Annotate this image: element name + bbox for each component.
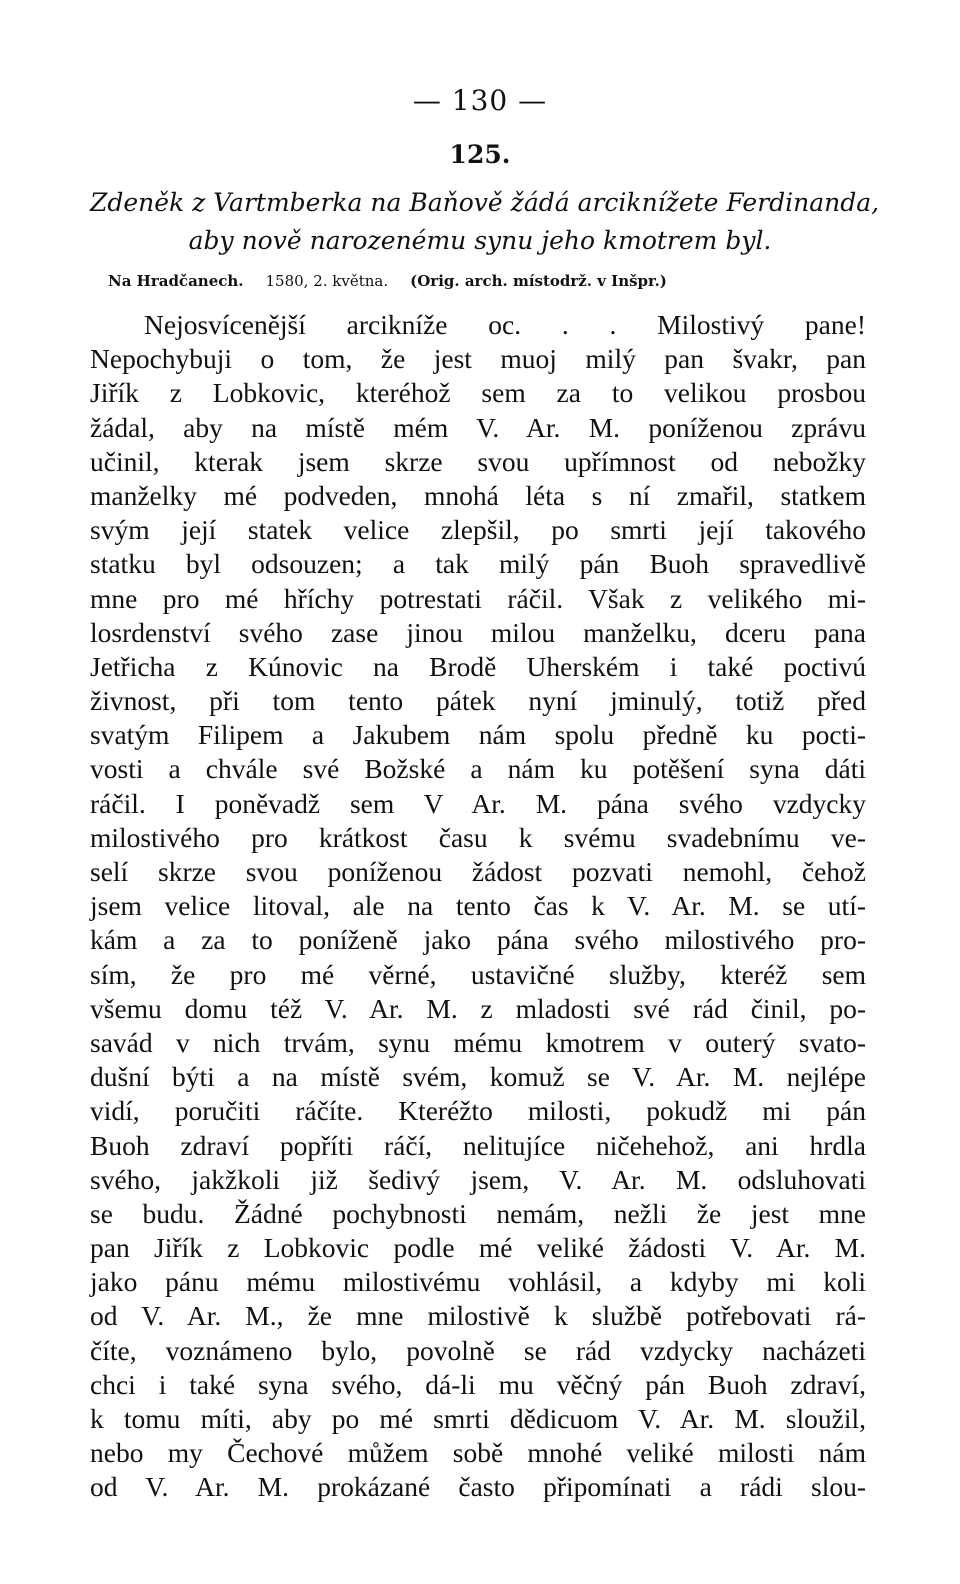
body-line: k tomu míti, aby po mé smrti dědicuom V. Ar. M. sloužil, <box>90 1403 866 1434</box>
body-line: učinil, kterak jsem skrze svou upřímnost od nebožky <box>90 445 866 477</box>
body-line: Nepochybuji o tom, že jest muoj milý pan švakr, pan <box>90 343 866 375</box>
body-line: savád v nich trvám, synu mému kmotrem v outerý svato- <box>90 1026 866 1058</box>
body-line: živnost, při tom tento pátek nyní jminulý, totiž před <box>90 685 866 717</box>
body-line: mne pro mé hříchy potrestati ráčil. Však z velikého mi- <box>90 582 866 614</box>
source-archive: (Orig. arch. místodrž. v Inšpr.) <box>410 272 667 290</box>
source-date: 1580, 2. května. <box>265 272 389 290</box>
document-title-line-2: aby nově narozenému synu jeho kmotrem byl. <box>188 226 772 255</box>
body-line: pan Jiřík z Lobkovic podle mé veliké žádosti V. Ar. M. <box>90 1232 866 1264</box>
body-line: všemu domu též V. Ar. M. z mladosti své rád činil, po- <box>90 992 866 1024</box>
body-line: selí skrze svou poníženou žádost pozvati nemohl, čehož <box>90 856 866 887</box>
document-title-line-1: Zdeněk z Vartmberka na Baňově žádá arciknížete Ferdinanda, <box>90 188 880 217</box>
body-line: vidí, poručiti ráčíte. Kteréžto milosti, pokudž mi pán <box>90 1095 866 1127</box>
body-line: svým její statek velice zlepšil, po smrti její takového <box>90 514 866 546</box>
body-line: žádal, aby na místě mém V. Ar. M. poníženou zprávu <box>90 411 866 443</box>
source-note <box>108 272 868 290</box>
body-line: od V. Ar. M., že mne milostivě k službě potřebovati rá- <box>90 1300 866 1332</box>
body-line: Nejosvícenější arcikníže oc. . . Milostivý pane! <box>144 309 866 340</box>
body-line: Jiřík z Lobkovic, kteréhož sem za to velikou prosbou <box>90 377 866 409</box>
body-line: jsem velice litoval, ale na tento čas k V. Ar. M. se utí- <box>90 890 866 922</box>
body-line: chci i také syna svého, dá-li mu věčný pán Buoh zdraví, <box>90 1368 866 1400</box>
letter-body <box>90 308 866 1505</box>
body-line: Buoh zdraví popříti ráčí, nelitujíce ničehehož, ani hrdla <box>90 1129 866 1161</box>
body-line: statku byl odsouzen; a tak milý pán Buoh spravedlivě <box>90 548 866 580</box>
body-line: sím, že pro mé věrné, ustavičné služby, kteréž sem <box>90 958 866 990</box>
page-number: — 130 — <box>412 84 548 117</box>
body-line: ráčil. I poněvadž sem V Ar. M. pána svého vzdycky <box>90 787 866 819</box>
body-line: manželky mé podveden, mnohá léta s ní zmařil, statkem <box>90 479 866 511</box>
source-place: Na Hradčanech. <box>108 272 244 290</box>
body-line: milostivého pro krátkost času k svému svadebnímu ve- <box>90 821 866 853</box>
body-line: losrdenství svého zase jinou milou manželku, dceru pana <box>90 616 866 648</box>
body-line: vosti a chvále své Božské a nám ku potěšení syna dáti <box>90 753 866 785</box>
body-line: kám a za to poníženě jako pána svého milostivého pro- <box>90 924 866 956</box>
body-line: svatým Filipem a Jakubem nám spolu předně ku pocti- <box>90 719 866 751</box>
body-line: dušní býti a na místě svém, komuž se V. Ar. M. nejlépe <box>90 1061 866 1093</box>
body-line: Jetřicha z Kúnovic na Brodě Uherském i také poctivú <box>90 650 866 682</box>
body-line: jako pánu mému milostivému vohlásil, a kdyby mi koli <box>90 1266 866 1298</box>
document-number: 125. <box>449 140 511 169</box>
body-line: nebo my Čechové můžem sobě mnohé veliké milosti nám <box>90 1437 866 1469</box>
body-line: se budu. Žádné pochybnosti nemám, nežli že jest mne <box>90 1197 866 1229</box>
body-line: číte, voznámeno bylo, povolně se rád vzdycky nacházeti <box>90 1334 866 1366</box>
body-line: od V. Ar. M. prokázané často připomínati a rádi slou- <box>90 1471 866 1503</box>
body-line: svého, jakžkoli již šedivý jsem, V. Ar. M. odsluhovati <box>90 1163 866 1195</box>
